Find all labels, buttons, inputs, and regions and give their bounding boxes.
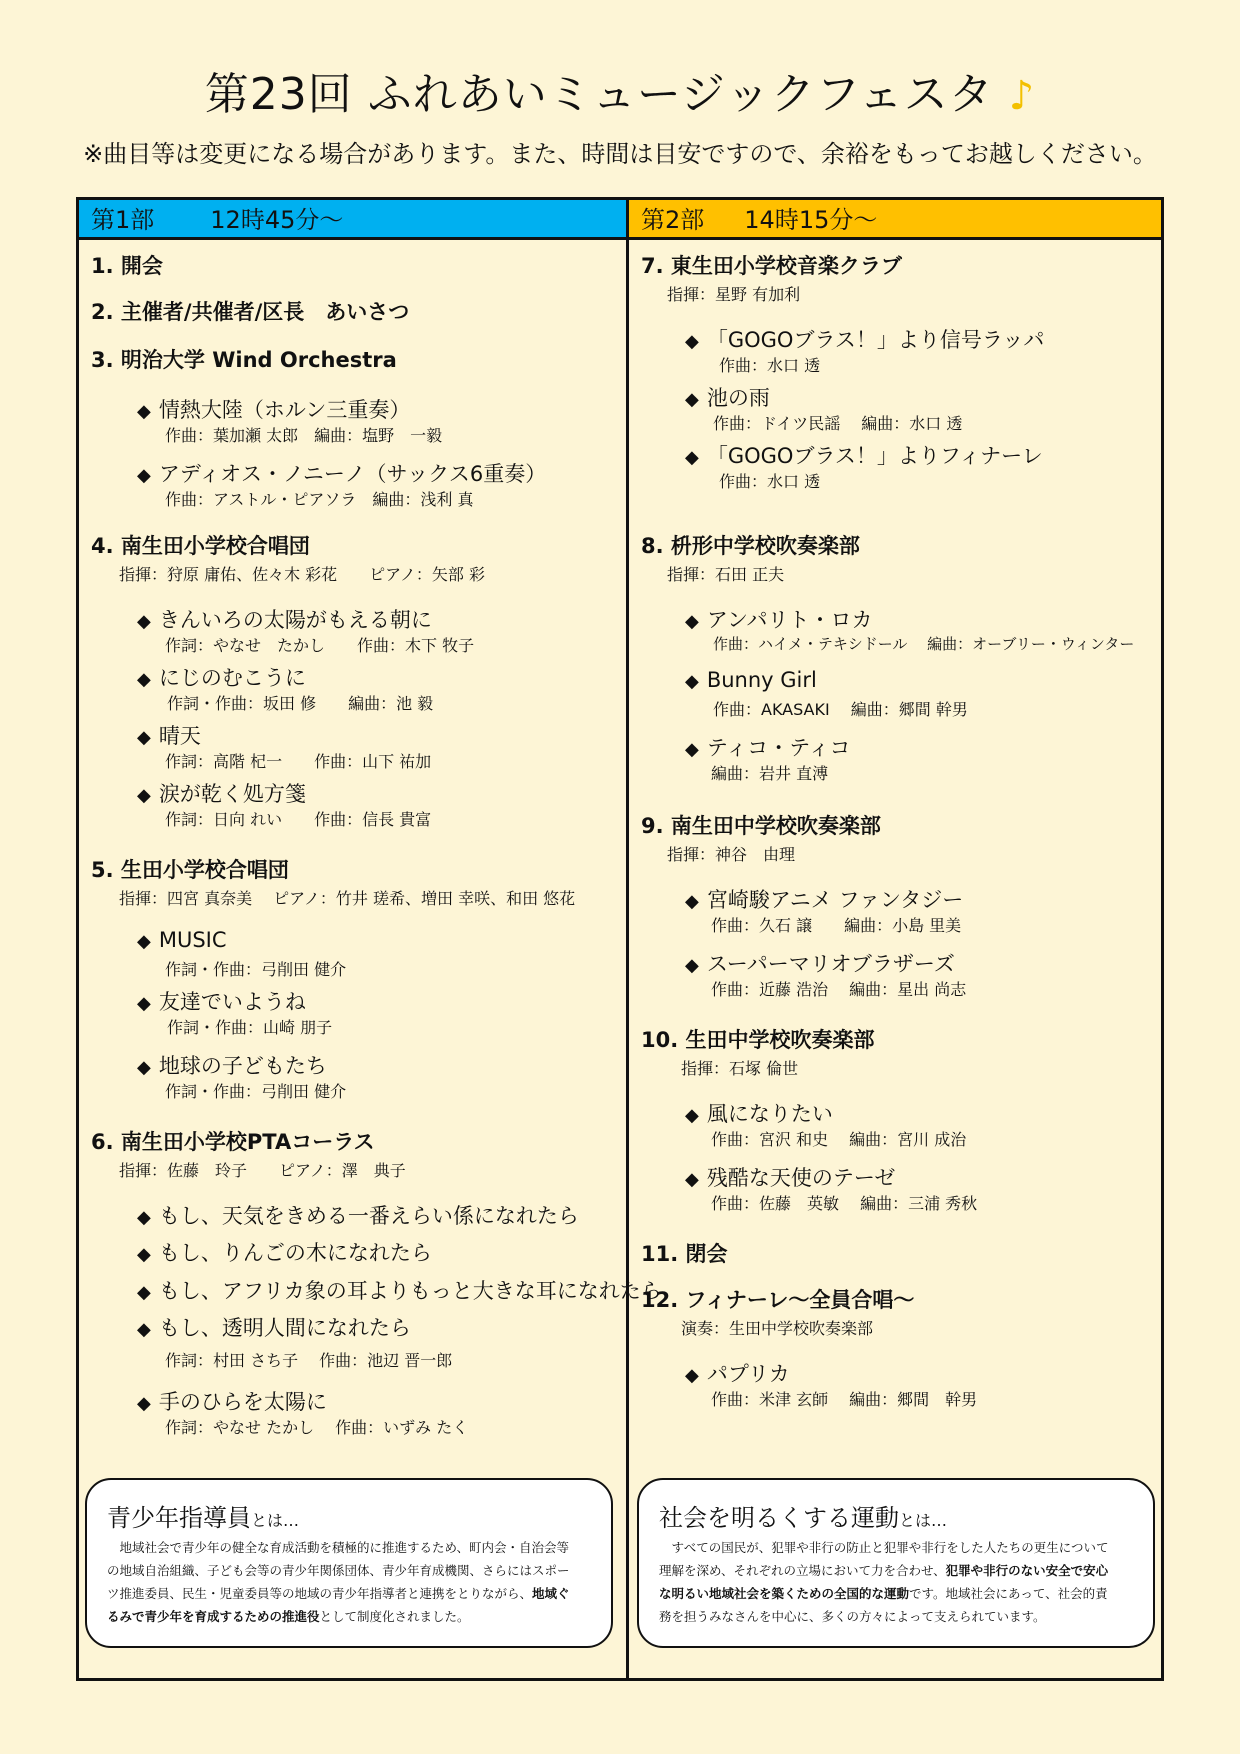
program-item-3: 3. 明治大学 Wind Orchestra: [91, 348, 397, 372]
song-title: ◆ パプリカ: [685, 1362, 790, 1386]
director-credit: 指揮：星野 有加利: [667, 285, 801, 304]
diamond-bullet-icon: ◆: [685, 955, 699, 976]
song-title: ◆ もし、天気をきめる一番えらい係になれたら: [137, 1204, 579, 1228]
diamond-bullet-icon: ◆: [137, 931, 151, 952]
song-title: ◆ ティコ・ティコ: [685, 736, 851, 760]
song-credit: 作曲：ハイメ・テキシドール 編曲：オーブリー・ウィンター: [713, 635, 1135, 653]
part2-label: 第2部: [641, 206, 705, 234]
diamond-bullet-icon: ◆: [685, 1105, 699, 1126]
song-credit: 作曲：水口 透: [719, 472, 821, 491]
diamond-bullet-icon: ◆: [137, 1282, 151, 1303]
song-title: ◆ 晴天: [137, 724, 201, 748]
page-title: 第23回 ふれあいミュージックフェスタ ♪: [204, 69, 1036, 120]
diamond-bullet-icon: ◆: [137, 1319, 151, 1340]
song-title: ◆ アディオス・ノニーノ（サックス6重奏）: [137, 462, 547, 486]
song-credit: 作曲：ドイツ民謡 編曲：水口 透: [713, 414, 963, 433]
diamond-bullet-icon: ◆: [685, 389, 699, 410]
song-credit: 作曲：アストル・ピアソラ 編曲：浅利 真: [165, 490, 474, 509]
part1-header: [79, 200, 626, 240]
song-credit: 編曲：岩井 直溥: [711, 764, 829, 783]
diamond-bullet-icon: ◆: [685, 331, 699, 352]
diamond-bullet-icon: ◆: [137, 1244, 151, 1265]
song-credit: 作詞：日向 れい 作曲：信長 貴富: [165, 810, 432, 829]
song-credit: 作曲：米津 玄師 編曲：郷間 幹男: [711, 1390, 978, 1409]
diamond-bullet-icon: ◆: [685, 891, 699, 912]
program-item-6: 6. 南生田小学校PTAコーラス: [91, 1130, 375, 1154]
program-item-1: 1. 開会: [91, 254, 163, 278]
diamond-bullet-icon: ◆: [137, 1207, 151, 1228]
song-title: ◆ もし、りんごの木になれたら: [137, 1241, 432, 1265]
song-title: ◆ もし、透明人間になれたら: [137, 1316, 411, 1340]
director-credit: 指揮：石田 正夫: [667, 565, 785, 584]
song-title: ◆ もし、アフリカ象の耳よりもっと大きな耳になれたら: [137, 1279, 662, 1303]
song-title: ◆ 地球の子どもたち: [137, 1054, 327, 1078]
director-credit: 指揮：石塚 倫世: [681, 1059, 799, 1078]
song-credit: 作曲：宮沢 和史 編曲：宮川 成治: [711, 1130, 967, 1149]
program-item-2: 2. 主催者/共催者/区長 あいさつ: [91, 300, 410, 324]
diamond-bullet-icon: ◆: [137, 993, 151, 1014]
song-credit: 作曲：佐藤 英敏 編曲：三浦 秀秋: [711, 1194, 978, 1213]
program-item-11: 11. 閉会: [641, 1242, 728, 1266]
song-credit: 作詞：やなせ たかし 作曲：木下 牧子: [165, 636, 475, 655]
part2-column: [629, 200, 1161, 1678]
song-title: ◆ 宮崎駿アニメ ファンタジー: [685, 888, 964, 912]
song-title: ◆ スーパーマリオブラザーズ: [685, 952, 955, 976]
song-title: ◆ 手のひらを太陽に: [137, 1390, 327, 1414]
director-credit: 指揮：四宮 真奈美 ピアノ：竹井 瑳希、増田 幸咲、和田 悠花: [119, 889, 576, 908]
song-credit: 作詞：やなせ たかし 作曲：いずみ たく: [165, 1418, 469, 1437]
part2-header: [629, 200, 1161, 240]
song-credit: 作詞：高階 杞一 作曲：山下 祐加: [165, 752, 432, 771]
song-title: ◆ にじのむこうに: [137, 666, 306, 690]
program-item-9: 9. 南生田中学校吹奏楽部: [641, 814, 881, 838]
song-credit: 作曲：葉加瀬 太郎 編曲：塩野 一毅: [165, 426, 443, 445]
program-item-5: 5. 生田小学校合唱団: [91, 858, 289, 882]
song-title: ◆ 友達でいようね: [137, 990, 306, 1014]
song-title: ◆ きんいろの太陽がもえる朝に: [137, 608, 432, 632]
music-note-icon: ♪: [1008, 73, 1036, 119]
info-box-title: 社会を明るくする運動とは…: [659, 1504, 948, 1532]
song-title: ◆ 「GOGOブラス！」よりフィナーレ: [685, 444, 1043, 468]
song-credit: 作曲：近藤 浩治 編曲：星出 尚志: [711, 980, 967, 999]
director-credit: 指揮：佐藤 玲子 ピアノ：澤 典子: [119, 1161, 406, 1180]
song-title: ◆ 池の雨: [685, 386, 770, 410]
program-item-4: 4. 南生田小学校合唱団: [91, 534, 310, 558]
program-item-10: 10. 生田中学校吹奏楽部: [641, 1028, 875, 1052]
info-box-bright-society: [637, 1478, 1155, 1648]
diamond-bullet-icon: ◆: [685, 671, 699, 692]
song-title: ◆ 情熱大陸（ホルン三重奏）: [137, 398, 411, 422]
diamond-bullet-icon: ◆: [137, 465, 151, 486]
song-credit: 作詞・作曲：山崎 朋子: [167, 1018, 333, 1037]
diamond-bullet-icon: ◆: [685, 739, 699, 760]
info-box-body: 地域社会で青少年の健全な育成活動を積極的に推進するため、町内会・自治会等 の地域自治組織、子ども会等の青少年関係団体、青少年育成機関、さらにはスポー ツ推進委員、民生・児童委員等の地域の青少年指導者と連携をとりながら、地域ぐ るみで青少年を育成するための推進役として制度化されました。: [107, 1540, 570, 1624]
song-credit: 作詞：村田 さち子 作曲：池辺 晋一郎: [165, 1351, 453, 1370]
song-title: ◆ 「GOGOブラス！」より信号ラッパ: [685, 328, 1045, 352]
part1-label: 第1部: [91, 206, 155, 234]
part1-column: [79, 200, 662, 1678]
diamond-bullet-icon: ◆: [137, 1057, 151, 1078]
program-item-8: 8. 枡形中学校吹奏楽部: [641, 534, 860, 558]
song-title: ◆ Bunny Girl: [685, 668, 817, 692]
program-item-12: 12. フィナーレ～全員合唱～: [641, 1288, 915, 1312]
song-title: ◆ MUSIC: [137, 928, 227, 952]
diamond-bullet-icon: ◆: [685, 1169, 699, 1190]
song-title: ◆ アンパリト・ロカ: [685, 608, 873, 632]
diamond-bullet-icon: ◆: [137, 401, 151, 422]
part2-time: 14時15分～: [744, 206, 878, 234]
song-credit: 作詞・作曲：弓削田 健介: [165, 1082, 347, 1101]
director-credit: 指揮：神谷 由理: [667, 845, 796, 864]
schedule-note: ※曲目等は変更になる場合があります。また、時間は目安ですので、余裕をもってお越しください。: [83, 140, 1157, 168]
song-title: ◆ 涙が乾く処方箋: [137, 782, 306, 806]
info-box-youth-advisor: [85, 1478, 613, 1648]
song-credit: 作曲：AKASAKI 編曲：郷間 幹男: [713, 700, 968, 719]
part1-time: 12時45分～: [210, 206, 344, 234]
program-item-7: 7. 東生田小学校音楽クラブ: [641, 254, 902, 278]
diamond-bullet-icon: ◆: [137, 611, 151, 632]
program-table: [76, 197, 1164, 1681]
diamond-bullet-icon: ◆: [137, 1393, 151, 1414]
director-credit: 指揮：狩原 庸佑、佐々木 彩花 ピアノ：矢部 彩: [119, 565, 485, 584]
song-credit: 作詞・作曲：坂田 修 編曲：池 毅: [167, 694, 434, 713]
song-title: ◆ 風になりたい: [685, 1102, 833, 1126]
diamond-bullet-icon: ◆: [137, 727, 151, 748]
song-credit: 作曲：久石 譲 編曲：小島 里美: [711, 916, 962, 935]
performer-credit: 演奏：生田中学校吹奏楽部: [681, 1319, 874, 1338]
song-credit: 作曲：水口 透: [719, 356, 821, 375]
diamond-bullet-icon: ◆: [137, 669, 151, 690]
song-credit: 作詞・作曲：弓削田 健介: [165, 960, 347, 979]
info-box-body: すべての国民が、犯罪や非行の防止と犯罪や非行をした人たちの更生について 理解を深め、それぞれの立場において力を合わせ、犯罪や非行のない安全で安心 な明るい地域社会を築くための全国的な運動です。地域社会にあって、社会的責 務を担うみなさんを中心に、多くの方々によって支えられています。: [659, 1540, 1109, 1624]
diamond-bullet-icon: ◆: [685, 447, 699, 468]
song-title: ◆ 残酷な天使のテーゼ: [685, 1166, 896, 1190]
diamond-bullet-icon: ◆: [137, 785, 151, 806]
diamond-bullet-icon: ◆: [685, 611, 699, 632]
diamond-bullet-icon: ◆: [685, 1365, 699, 1386]
info-box-title: 青少年指導員とは…: [107, 1504, 300, 1532]
